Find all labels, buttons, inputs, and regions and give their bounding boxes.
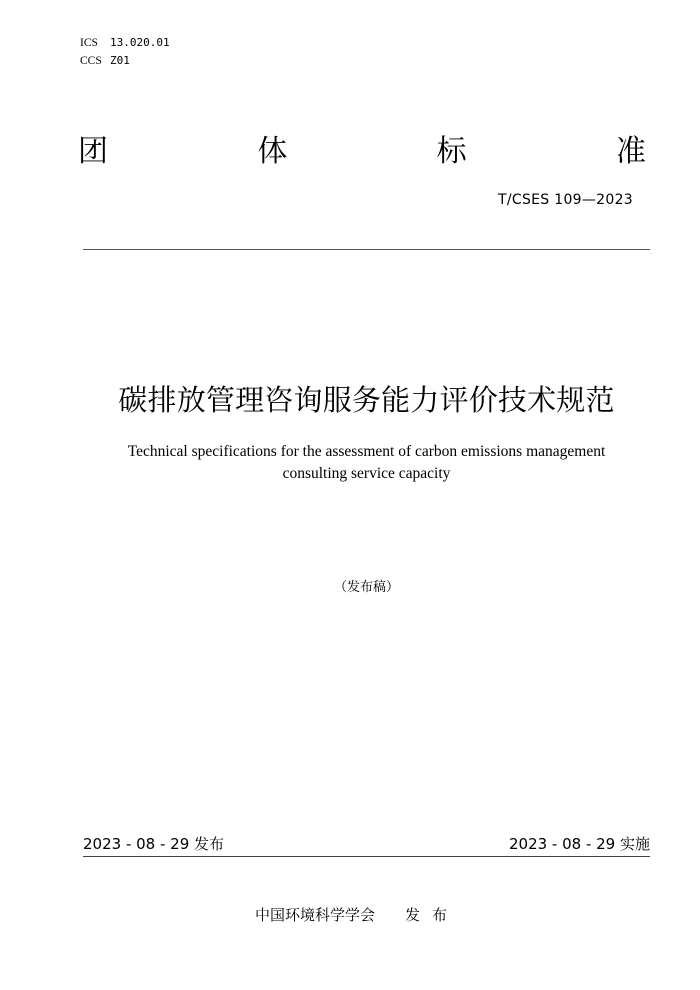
bottom-divider [83,856,650,857]
ics-code: 13.020.01 [110,36,170,49]
ccs-code: Z01 [110,54,130,67]
draft-status: （发布稿） [333,580,399,595]
standard-number: T/CSES 109—2023 [498,192,633,208]
document-title-english [90,441,643,485]
ccs-row [80,52,170,70]
implement-date: 2023 - 08 - 29 实施 [508,835,650,853]
ics-row [80,34,170,52]
standard-type-char-1: 团 [78,134,108,169]
title-english-line-1: Technical specifications for the assessment of carbon emissions management [127,443,606,460]
date-row [83,834,650,854]
publish-date: 2023 - 08 - 29 发布 [83,835,225,853]
ics-label: ICS [80,37,98,49]
title-english-line-2: consulting service capacity [282,465,451,482]
issuing-organization [255,904,459,925]
standard-type-char-4: 准 [615,134,646,169]
document-title-chinese: 碳排放管理咨询服务能力评价技术规范 [118,383,615,417]
issuer-action: 发布 [405,906,460,924]
ccs-label: CCS [80,55,102,67]
standard-type-heading [78,134,646,170]
standard-type-char-3: 标 [436,134,467,169]
standard-type-char-2: 体 [257,134,288,169]
classification-codes [80,34,170,70]
issuer-name: 中国环境科学学会 [255,906,376,924]
top-divider [83,249,650,250]
